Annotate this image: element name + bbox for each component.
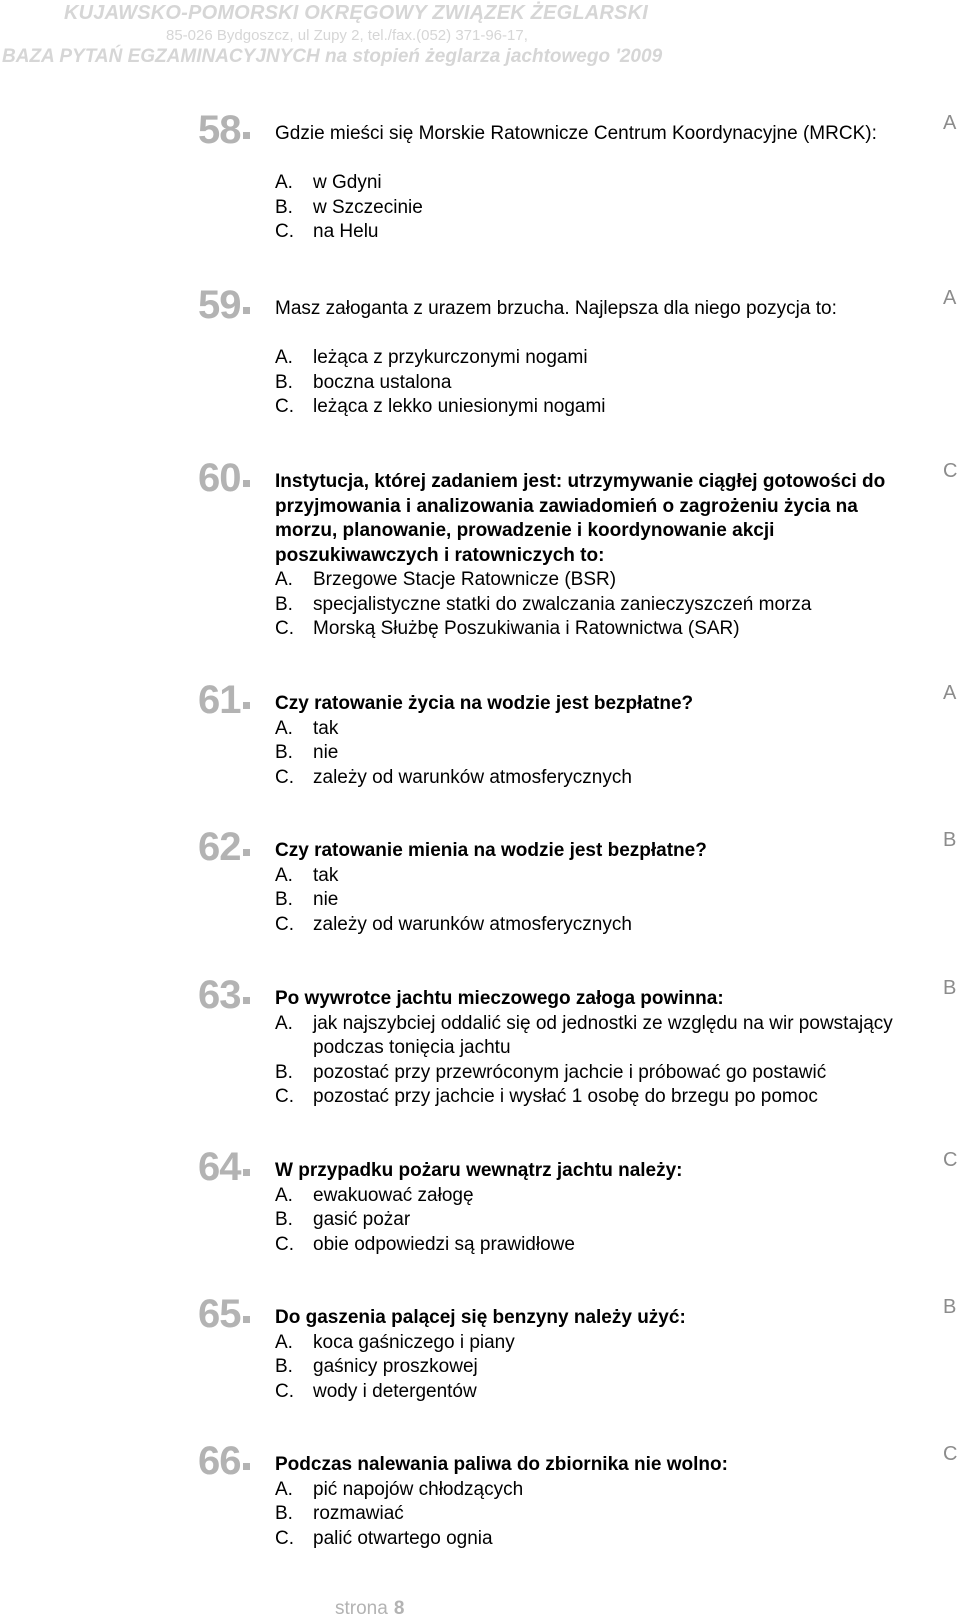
answer-option: [275, 717, 915, 742]
answer-text: Morską Służbę Poszukiwania i Ratownictwa (SAR): [313, 618, 740, 639]
answer-list: [275, 717, 915, 791]
answer-letter: B.: [275, 742, 293, 763]
answer-option: [275, 1208, 915, 1233]
answer-letter: C.: [275, 766, 294, 788]
answer-letter: C.: [275, 1233, 294, 1255]
correct-answer: A: [943, 112, 957, 134]
correct-answer: C: [943, 460, 958, 482]
answer-letter: A.: [275, 172, 293, 193]
answer-option: [275, 220, 915, 245]
answer-text: w Gdyni: [313, 172, 382, 193]
question-number: 64: [198, 1145, 250, 1190]
question-text: Do gaszenia palącej się benzyny należy użyć:: [275, 1307, 686, 1328]
answer-text: jak najszybciej oddalić się od jednostki ze względu na wir powstający podczas tonięcia jachtu: [313, 1012, 893, 1058]
answer-option: [275, 1085, 915, 1110]
answer-text: ewakuować załogę: [313, 1184, 474, 1206]
answer-letter: A.: [275, 1184, 293, 1206]
answer-text: tak: [313, 717, 339, 739]
answer-option: [275, 1331, 915, 1356]
page-label: strona: [335, 1598, 388, 1619]
answer-letter: A.: [275, 1012, 293, 1034]
answer-text: leżąca z lekko uniesionymi nogami: [313, 396, 606, 417]
correct-answer: B: [943, 977, 957, 999]
answer-text: boczna ustalona: [313, 371, 452, 393]
question-text: Po wywrotce jachtu mieczowego załoga powinna:: [275, 988, 724, 1009]
answer-text: nie: [313, 889, 339, 910]
question-number: 62: [198, 825, 250, 870]
answer-text: leżąca z przykurczonymi nogami: [313, 347, 588, 368]
question-number: 58: [198, 108, 250, 153]
answer-list: [275, 346, 915, 420]
question-text: W przypadku pożaru wewnątrz jachtu należy:: [275, 1160, 683, 1181]
answer-option: [275, 913, 915, 938]
answer-text: Brzegowe Stacje Ratownicze (BSR): [313, 569, 617, 590]
answer-list: [275, 1184, 915, 1258]
correct-answer: B: [943, 829, 957, 851]
answer-letter: B.: [275, 1209, 293, 1230]
question-number: 63: [198, 973, 250, 1018]
answer-letter: A.: [275, 569, 293, 590]
answer-letter: C.: [275, 1527, 294, 1549]
page-footer: [335, 1598, 404, 1620]
answer-list: [275, 1331, 915, 1405]
answer-list: [275, 171, 915, 245]
question-text: Gdzie mieści się Morskie Ratownicze Centrum Koordynacyjne (MRCK):: [275, 123, 877, 144]
correct-answer: C: [943, 1443, 958, 1465]
answer-letter: A.: [275, 717, 293, 739]
answer-text: zależy od warunków atmosferycznych: [313, 913, 632, 935]
answer-letter: C.: [275, 913, 294, 935]
answer-letter: B.: [275, 593, 293, 615]
answer-text: palić otwartego ognia: [313, 1527, 493, 1549]
answer-letter: C.: [275, 221, 294, 242]
question-number: 59: [198, 283, 250, 328]
correct-answer: C: [943, 1149, 958, 1171]
answer-option: [275, 1184, 915, 1209]
answer-option: [275, 1380, 915, 1405]
answer-letter: B.: [275, 196, 293, 218]
question-number: 61: [198, 678, 250, 723]
answer-text: koca gaśniczego i piany: [313, 1331, 515, 1353]
answer-text: tak: [313, 864, 339, 886]
answer-list: [275, 1478, 915, 1552]
question-text: Czy ratowanie życia na wodzie jest bezpłatne?: [275, 693, 694, 714]
answer-letter: B.: [275, 371, 293, 393]
answer-text: zależy od warunków atmosferycznych: [313, 766, 632, 788]
answer-option: [275, 766, 915, 791]
answer-option: [275, 1061, 915, 1086]
answer-letter: C.: [275, 1086, 294, 1107]
answer-option: [275, 617, 915, 642]
answer-option: [275, 741, 915, 766]
page-number: 8: [393, 1598, 405, 1619]
answer-text: na Helu: [313, 221, 379, 242]
correct-answer: A: [943, 682, 957, 704]
answer-text: specjalistyczne statki do zwalczania zanieczyszczeń morza: [313, 593, 812, 615]
question-number: 65: [198, 1292, 250, 1337]
answer-text: pozostać przy przewróconym jachcie i próbować go postawić: [313, 1061, 827, 1083]
answer-letter: B.: [275, 889, 293, 910]
answer-option: [275, 1478, 915, 1503]
header-document-title: BAZA PYTAŃ EGZAMINACYJNYCH na stopień żeglarza jachtowego '2009: [2, 46, 663, 67]
question-text: Podczas nalewania paliwa do zbiornika nie wolno:: [275, 1454, 728, 1475]
header-organization-name: KUJAWSKO-POMORSKI OKRĘGOWY ZWIĄZEK ŻEGLARSKI: [64, 2, 648, 24]
answer-option: [275, 395, 915, 420]
answer-option: [275, 864, 915, 889]
answer-option: [275, 371, 915, 396]
answer-text: w Szczecinie: [313, 196, 423, 218]
answer-text: obie odpowiedzi są prawidłowe: [313, 1233, 575, 1255]
answer-letter: C.: [275, 396, 294, 417]
answer-text: gasić pożar: [313, 1209, 411, 1230]
correct-answer: A: [943, 287, 957, 309]
correct-answer: B: [943, 1296, 957, 1318]
answer-option: [275, 1233, 915, 1258]
answer-letter: B.: [275, 1503, 293, 1524]
answer-list: [275, 568, 915, 642]
answer-option: [275, 1355, 915, 1380]
answer-letter: B.: [275, 1356, 293, 1377]
question-number: 60: [198, 456, 250, 501]
answer-option: [275, 568, 915, 593]
answer-text: gaśnicy proszkowej: [313, 1356, 478, 1377]
question-text: Instytucja, której zadaniem jest: utrzymywanie ciągłej gotowości do przyjmowania i analizowania zawiadomień o zagrożeniu życia na morzu, planowanie, prowadzenie i koordynowanie akcji poszukiwawczych i ratowniczych to:: [275, 471, 886, 566]
answer-letter: A.: [275, 1331, 293, 1353]
answer-text: pić napojów chłodzących: [313, 1478, 524, 1500]
header-address: 85-026 Bydgoszcz, ul Zupy 2, tel./fax.(052) 371-96-17,: [166, 27, 528, 44]
answer-text: nie: [313, 742, 339, 763]
answer-letter: B.: [275, 1061, 293, 1083]
answer-text: wody i detergentów: [313, 1380, 477, 1402]
answer-option: [275, 346, 915, 371]
page-header: [0, 0, 960, 80]
answer-letter: C.: [275, 618, 294, 639]
answer-option: [275, 1527, 915, 1552]
question-number: 66: [198, 1439, 250, 1484]
answer-text: pozostać przy jachcie i wysłać 1 osobę do brzegu po pomoc: [313, 1086, 818, 1107]
answer-option: [275, 1012, 915, 1061]
answer-option: [275, 171, 915, 196]
answer-option: [275, 593, 915, 618]
answer-letter: A.: [275, 347, 293, 368]
answer-list: [275, 1012, 915, 1110]
answer-letter: A.: [275, 864, 293, 886]
answer-letter: C.: [275, 1380, 294, 1402]
question-text: Czy ratowanie mienia na wodzie jest bezpłatne?: [275, 840, 707, 861]
answer-list: [275, 864, 915, 938]
answer-letter: A.: [275, 1478, 293, 1500]
answer-option: [275, 1502, 915, 1527]
answer-option: [275, 196, 915, 221]
answer-option: [275, 888, 915, 913]
question-text: Masz załoganta z urazem brzucha. Najlepsza dla niego pozycja to:: [275, 298, 837, 319]
answer-text: rozmawiać: [313, 1503, 404, 1524]
